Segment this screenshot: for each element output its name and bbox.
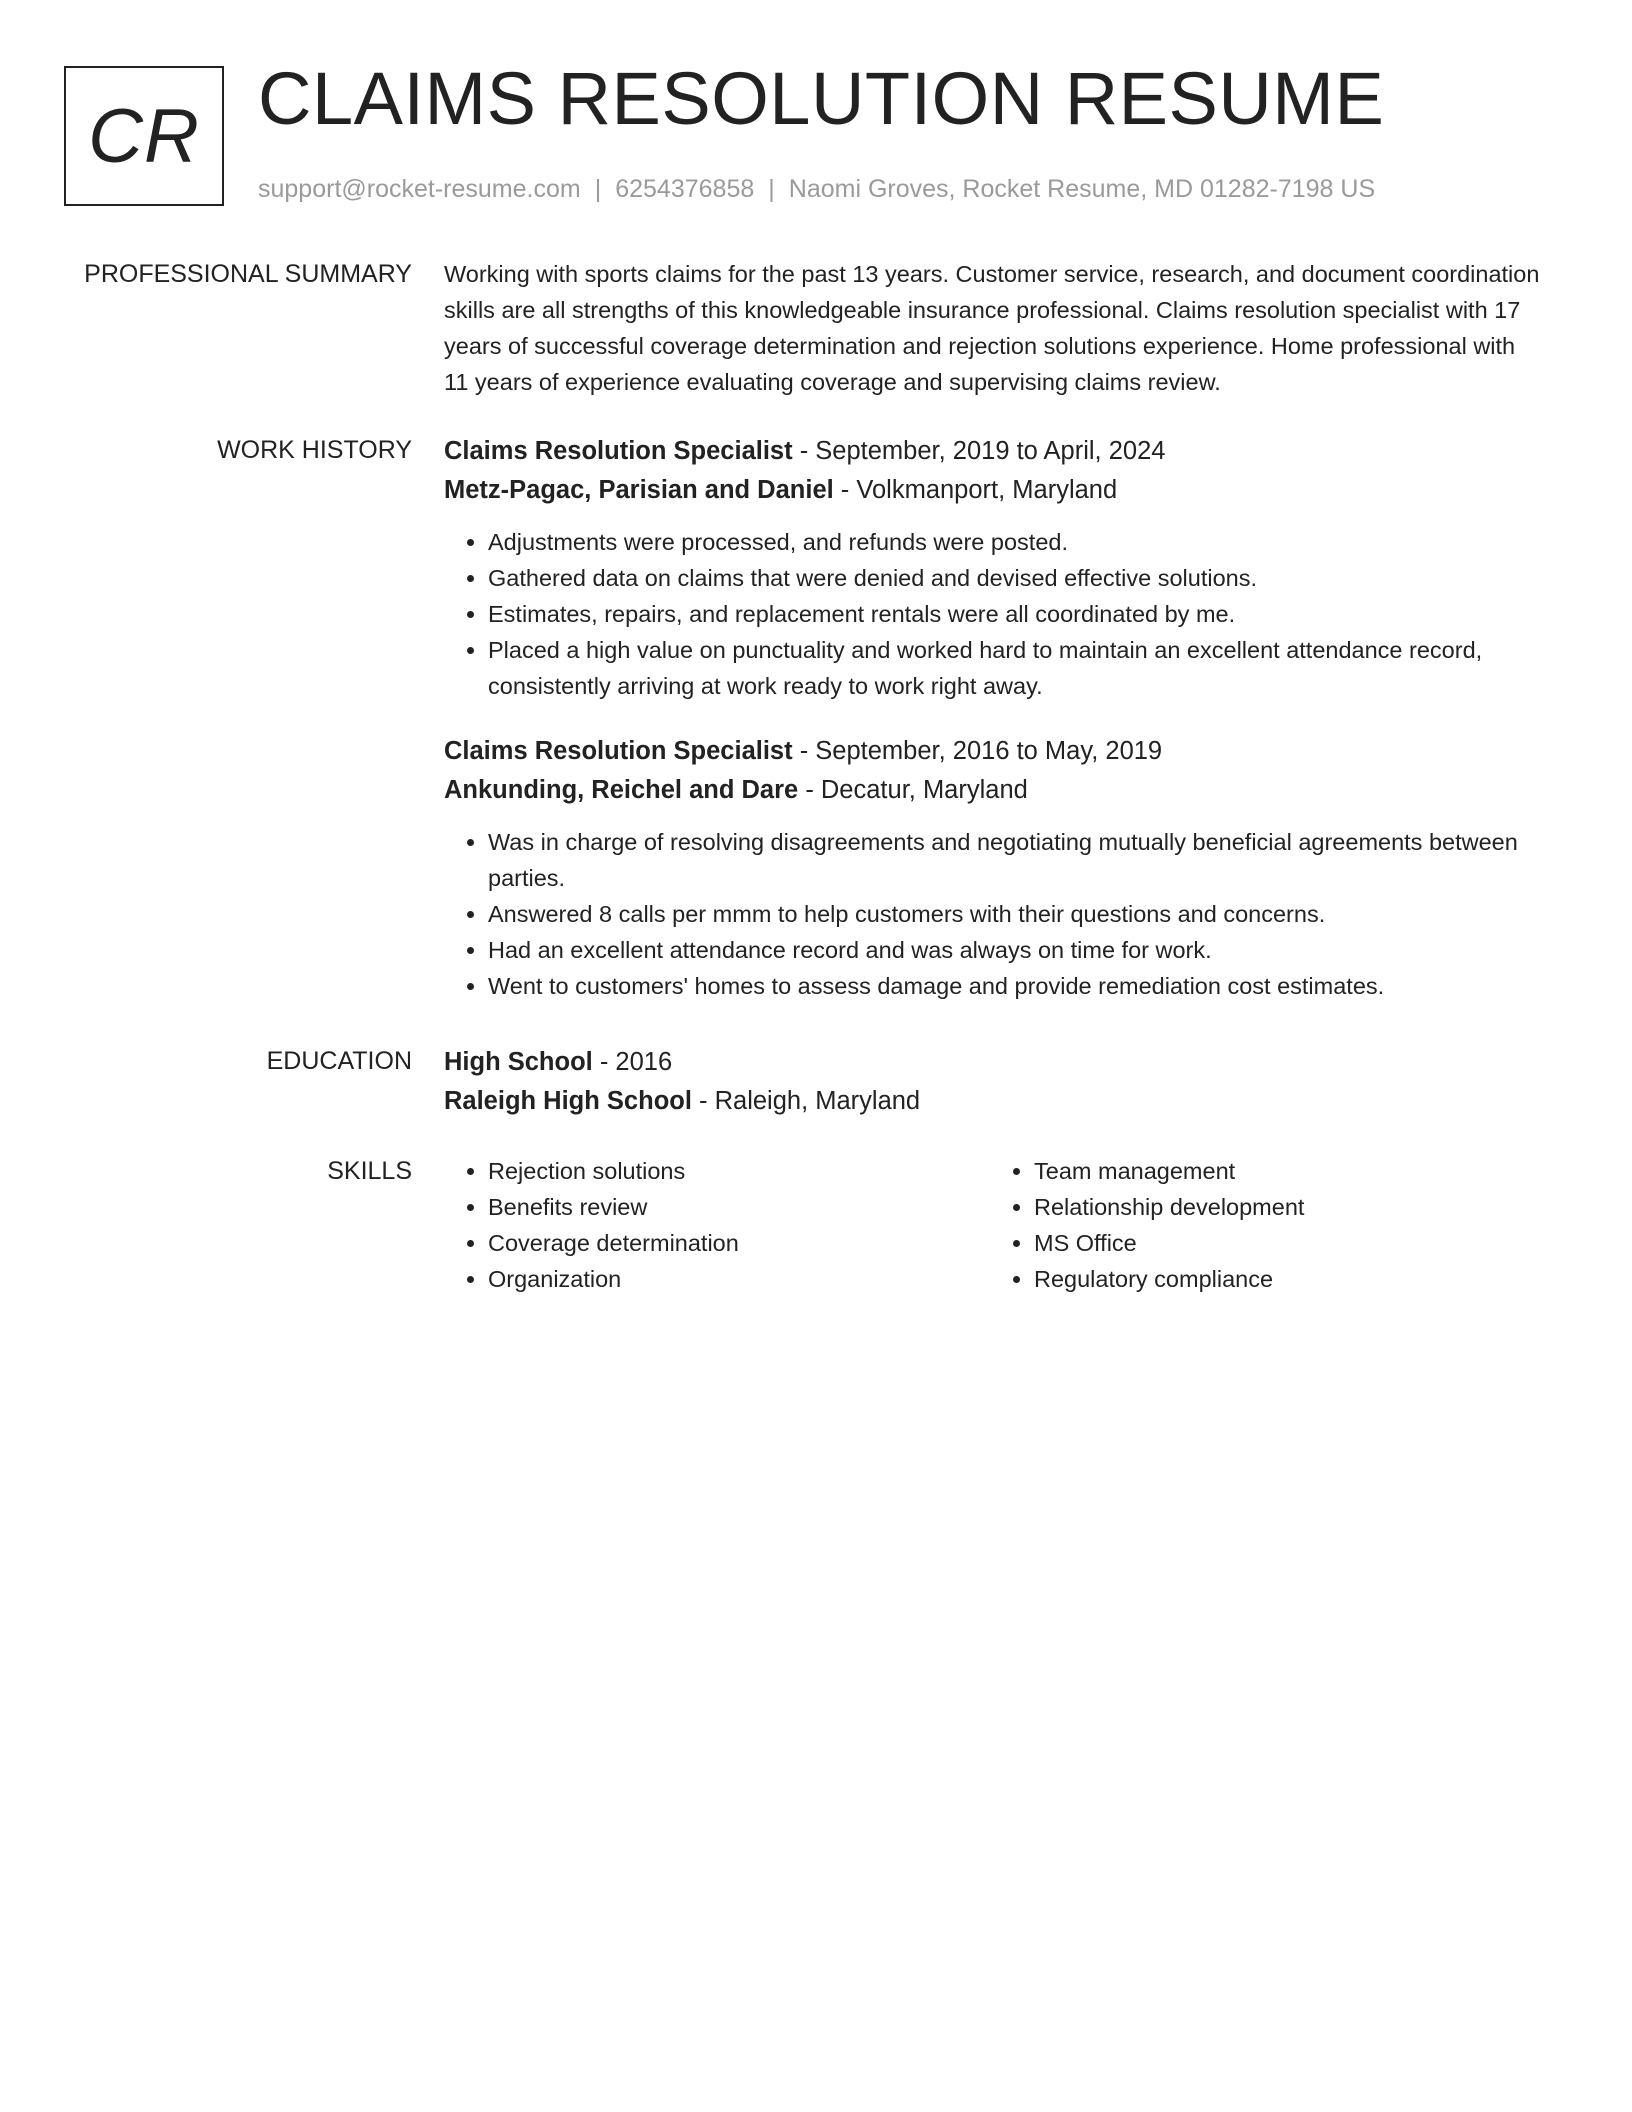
skill-item: • Coverage determination — [488, 1225, 990, 1261]
job-bullet: • Answered 8 calls per mmm to help customers with their questions and concerns. — [488, 896, 1542, 932]
contact-address: Naomi Groves, Rocket Resume, MD 01282-7198 US — [788, 175, 1376, 203]
skill-item: • Benefits review — [488, 1189, 990, 1225]
job-company-line — [444, 471, 1542, 510]
skill-item: • Organization — [488, 1261, 990, 1297]
job-title-line — [444, 432, 1542, 471]
skills-list — [444, 1153, 990, 1297]
summary-text: Working with sports claims for the past 13 years. Customer service, research, and document coordination skills are all strengths of this knowledgeable insurance professional. Claims resolution specialist with 17 years of successful coverage determination and rejection solutions experience. Home professional with 11 years of experience evaluating coverage and supervising claims review. — [444, 261, 1540, 395]
skills-grid — [444, 1153, 1542, 1297]
skills-list — [990, 1153, 1536, 1297]
job-entry — [444, 732, 1542, 1004]
job-bullet: • Gathered data on claims that were denied and devised effective solutions. — [488, 560, 1542, 596]
education-school: Raleigh High School — [444, 1087, 692, 1115]
job-company: Ankunding, Reichel and Dare — [444, 776, 799, 804]
job-bullet: • Estimates, repairs, and replacement rentals were all coordinated by me. — [488, 596, 1542, 632]
contact-phone[interactable]: 6254376858 — [615, 175, 755, 203]
education-school-line — [444, 1082, 1542, 1121]
work-history-heading: WORK HISTORY — [217, 436, 412, 464]
job-title: Claims Resolution Specialist — [444, 437, 793, 465]
job-bullet-list — [444, 524, 1542, 704]
skills-column-left — [444, 1153, 990, 1297]
monogram-box — [64, 66, 224, 206]
resume-title: CLAIMS RESOLUTION RESUME — [258, 57, 1385, 140]
education-degree-line — [444, 1043, 1542, 1082]
job-bullet: • Was in charge of resolving disagreements and negotiating mutually beneficial agreements between parties. — [488, 824, 1542, 896]
job-bullet: • Had an excellent attendance record and was always on time for work. — [488, 932, 1542, 968]
education-degree: High School — [444, 1048, 593, 1076]
work-history-body — [444, 432, 1542, 1004]
job-company-line — [444, 771, 1542, 810]
job-location: - Volkmanport, Maryland — [833, 476, 1118, 504]
education-body — [444, 1043, 1542, 1121]
education-heading: EDUCATION — [266, 1047, 412, 1075]
skills-column-right — [990, 1153, 1536, 1297]
contact-separator: | — [594, 175, 602, 203]
job-bullet-list — [444, 824, 1542, 1004]
skill-item: • MS Office — [1034, 1225, 1536, 1261]
job-title: Claims Resolution Specialist — [444, 737, 793, 765]
job-bullet: • Adjustments were processed, and refunds were posted. — [488, 524, 1542, 560]
contact-line — [258, 174, 1375, 204]
education-location: - Raleigh, Maryland — [691, 1087, 921, 1115]
skill-item: • Rejection solutions — [488, 1153, 990, 1189]
job-company: Metz-Pagac, Parisian and Daniel — [444, 476, 834, 504]
job-title-line — [444, 732, 1542, 771]
monogram-initials: CR — [88, 93, 200, 179]
job-location: - Decatur, Maryland — [798, 776, 1028, 804]
skill-item: • Regulatory compliance — [1034, 1261, 1536, 1297]
job-bullet: • Placed a high value on punctuality and worked hard to maintain an excellent attendance record, consistently arriving at work ready to work right away. — [488, 632, 1542, 704]
skill-item: • Team management — [1034, 1153, 1536, 1189]
summary-heading: PROFESSIONAL SUMMARY — [84, 260, 412, 288]
job-dates: - September, 2019 to April, 2024 — [792, 437, 1166, 465]
skills-heading: SKILLS — [327, 1157, 412, 1185]
skills-body — [444, 1153, 1542, 1297]
skill-item: • Relationship development — [1034, 1189, 1536, 1225]
job-bullet: • Went to customers' homes to assess damage and provide remediation cost estimates. — [488, 968, 1542, 1004]
contact-separator: | — [768, 175, 775, 203]
job-dates: - September, 2016 to May, 2019 — [792, 737, 1163, 765]
education-year: - 2016 — [592, 1048, 673, 1076]
contact-email[interactable]: support@rocket-resume.com — [258, 175, 581, 203]
job-entry — [444, 432, 1542, 704]
